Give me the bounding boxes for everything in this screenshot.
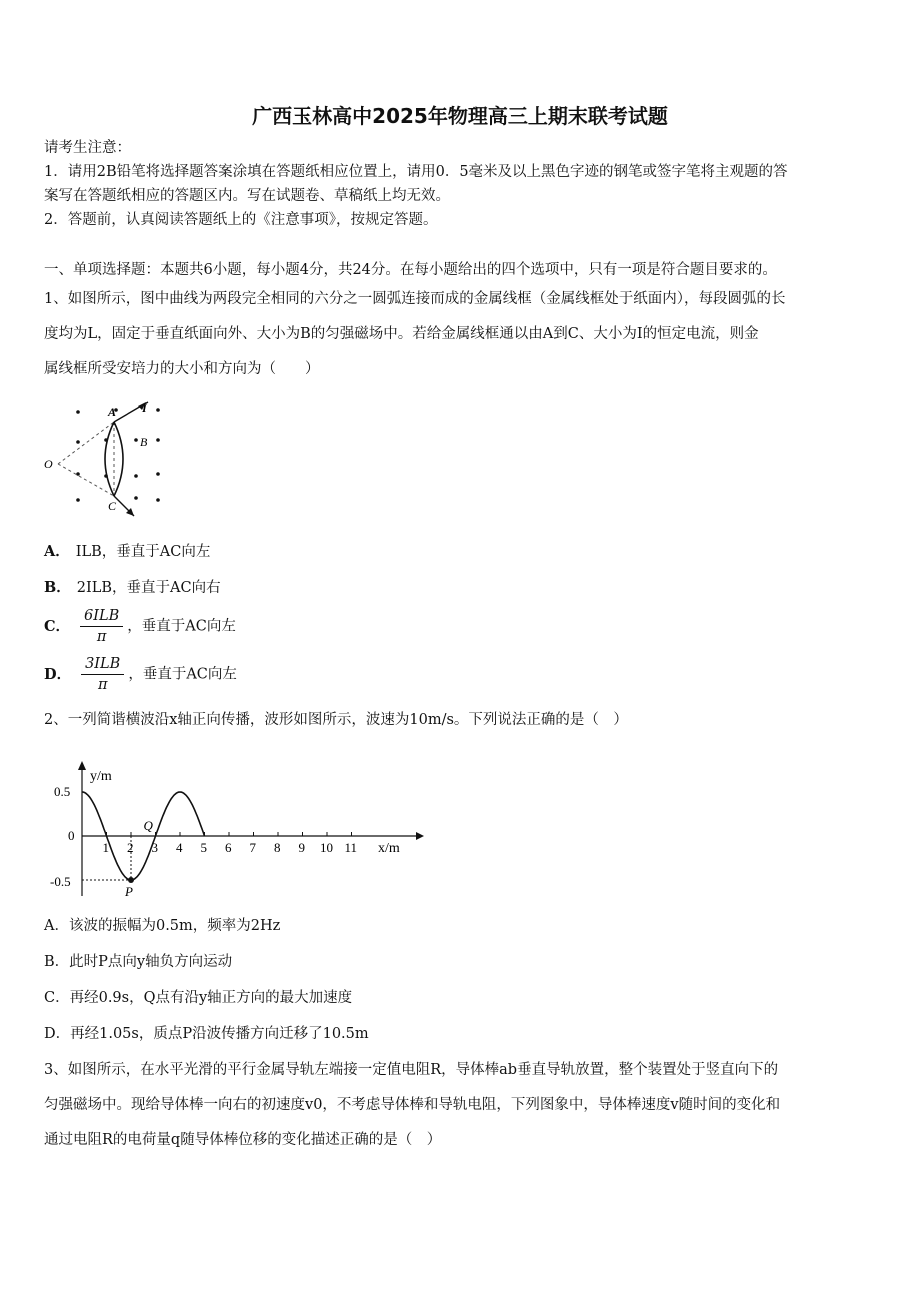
x-tick-label: 4 (176, 840, 183, 855)
point-P (128, 877, 134, 883)
x-tick-label: 2 (127, 840, 134, 855)
q3-stem-3: 通过电阻R的电荷量q随导体棒位移的变化描述正确的是（ ） (44, 1132, 442, 1148)
q1-option-c: C． $\frac{\text{6ILB}}{\pi}$ ，垂直于AC向左 (44, 608, 236, 645)
notice-heading: 请考生注意： (44, 140, 131, 156)
label-A: A (108, 405, 117, 419)
label-I: I (142, 401, 147, 415)
x-tick-label: 11 (344, 840, 358, 855)
x-tick-label: 8 (274, 840, 281, 855)
q1-figure (40, 392, 180, 527)
label-P: P (125, 884, 133, 899)
q1-stem-3: 属线框所受安培力的大小和方向为（ ） (44, 361, 320, 377)
y-tick-0-5: 0.5 (54, 784, 71, 799)
x-axis-label: x/m (378, 841, 400, 856)
y-tick-neg-0-5: -0.5 (50, 874, 71, 889)
x-tick-label: 6 (225, 840, 232, 855)
q3-stem-1: 3、如图所示，在水平光滑的平行金属导轨左端接一定值电阻R，导体棒ab垂直导轨放置，整个装置处于竖直向下的 (44, 1062, 779, 1078)
x-tick-label: 1 (102, 840, 109, 855)
q2-wave-chart (44, 756, 434, 901)
section-heading: 一、单项选择题：本题共6小题，每小题4分，共24分。在每小题给出的四个选项中，只有一项是符合题目要求的。 (44, 262, 777, 278)
notice-line-1: 1．请用2B铅笔将选择题答案涂填在答题纸相应位置上，请用0．5毫米及以上黑色字迹的钢笔或签字笔将主观题的答 (44, 164, 788, 180)
page-title: 广西玉林高中2025年物理高三上期末联考试题 (252, 104, 668, 128)
q2-option-d: D．再经1.05s，质点P沿波传播方向迁移了10.5m (44, 1026, 369, 1042)
q1-stem-2: 度均为L，固定于垂直纸面向外、大小为B的匀强磁场中。若给金属线框通以由A到C、大小为I的恒定电流，则金 (44, 326, 759, 342)
q3-stem-2: 匀强磁场中。现给导体棒一向右的初速度v0，不考虑导体棒和导轨电阻，下列图象中，导体棒速度v随时间的变化和 (44, 1097, 781, 1113)
q2-option-b: B．此时P点向y轴负方向运动 (44, 954, 233, 970)
notice-line-3: 2．答题前，认真阅读答题纸上的《注意事项》，按规定答题。 (44, 212, 438, 228)
x-tick-label: 9 (298, 840, 305, 855)
q1-option-a: A． ILB，垂直于AC向左 (44, 543, 211, 560)
q1-option-d: D． $\frac{\text{3ILB}}{\pi}$ ，垂直于AC向左 (44, 656, 237, 693)
x-tick-label: 3 (151, 840, 158, 855)
label-O: O (44, 457, 53, 471)
y-tick-0: 0 (68, 828, 75, 843)
q2-option-a: A．该波的振幅为0.5m，频率为2Hz (44, 918, 281, 934)
label-B: B (140, 435, 148, 449)
q1-stem-1: 1、如图所示，图中曲线为两段完全相同的六分之一圆弧连接而成的金属线框（金属线框处于纸面内），每段圆弧的长 (44, 291, 786, 307)
x-tick-label: 5 (200, 840, 207, 855)
label-Q: Q (143, 818, 153, 833)
q1-option-b: B． 2ILB，垂直于AC向右 (44, 579, 221, 596)
label-C: C (108, 499, 117, 513)
x-tick-label: 7 (249, 840, 256, 855)
x-tick-label: 10 (320, 840, 333, 855)
q2-option-c: C．再经0.9s，Q点有沿y轴正方向的最大加速度 (44, 990, 353, 1006)
notice-line-2: 案写在答题纸相应的答题区内。写在试题卷、草稿纸上均无效。 (44, 188, 450, 204)
y-axis-label: y/m (90, 769, 112, 784)
q2-stem: 2、一列简谐横波沿x轴正向传播，波形如图所示，波速为10m/s。下列说法正确的是（ ） (44, 712, 628, 728)
